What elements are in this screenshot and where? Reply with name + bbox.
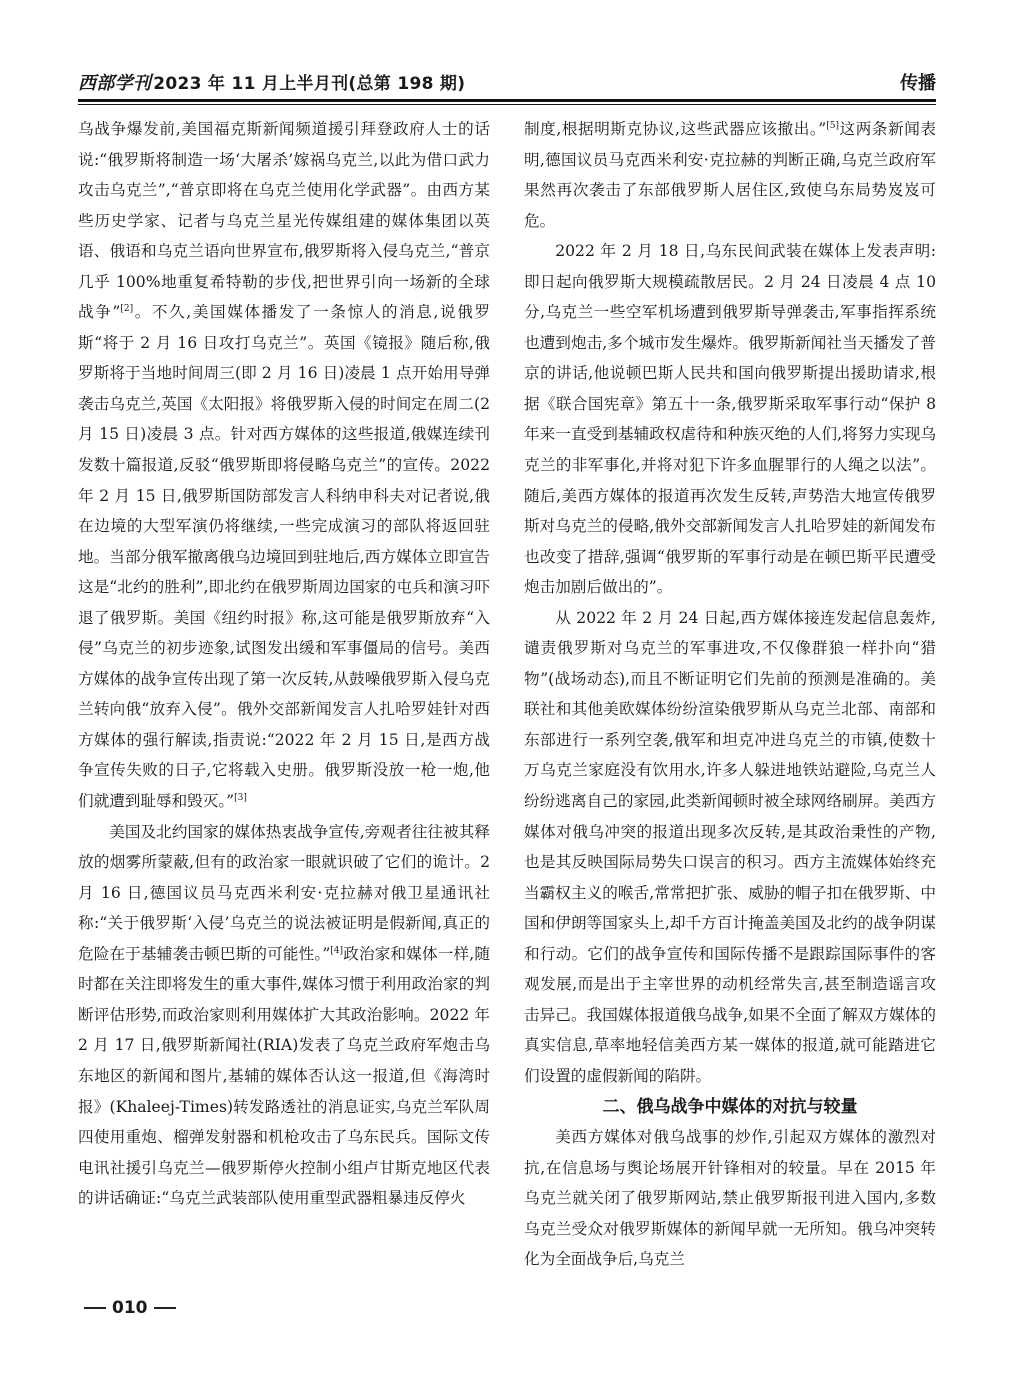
journal-logo: 西部学刊 — [78, 73, 152, 94]
section-title: 传播 — [900, 73, 936, 94]
paragraph: 乌战争爆发前,美国福克斯新闻频道援引拜登政府人士的话说:“俄罗斯将制造一场‘大屠杀’嫁祸乌克兰,以此为借口武力攻击乌克兰”,“普京即将在乌克兰使用化学武器”。由西方某些历史学家、记者与乌克兰星光传媒组建的媒体集团以英语、俄语和乌克兰语向世界宣布,俄罗斯将入侵乌克兰,“普京几乎 100%地重复希特勒的步伐,把世界引向一场新的全球战争”[2]。不久,美国媒体播发了一条惊人的消息,说俄罗斯“将于 2 月 16 日攻打乌克兰”。英国《镜报》随后称,俄罗斯将于当地时间周三(即 2 月 16 日)凌晨 1 点开始用导弹袭击乌克兰,英国《太阳报》将俄罗斯入侵的时间定在周二(2 月 15 日)凌晨 3 点。针对西方媒体的这些报道,俄媒连续刊发数十篇报道,反驳“俄罗斯即将侵略乌克兰”的宣传。2022 年 2 月 15 日,俄罗斯国防部发言人科纳申科夫对记者说,俄在边境的大型军演仍将继续,一些完成演习的部队将返回驻地。当部分俄军撤离俄乌边境回到驻地后,西方媒体立即宣告这是“北约的胜利”,即北约在俄罗斯周边国家的屯兵和演习吓退了俄罗斯。美国《纽约时报》称,这可能是俄罗斯放弃“入侵”乌克兰的初步迹象,试图发出缓和军事僵局的信号。美西方媒体的战争宣传出现了第一次反转,从鼓噪俄罗斯入侵乌克兰转向俄“放弃入侵”。俄外交部新闻发言人扎哈罗娃针对西方媒体的强行解读,指责说:“2022 年 2 月 15 日,是西方战争宣传失败的日子,它将载入史册。俄罗斯没放一枪一炮,他们就遭到耻辱和毁灭。”[3] — [78, 120, 490, 811]
right-column — [524, 114, 936, 1275]
footer-dash — [84, 1307, 106, 1309]
header-rule-thin — [78, 104, 936, 105]
page-number: 010 — [112, 1298, 148, 1318]
citation-ref: [2] — [120, 304, 134, 315]
left-column — [78, 114, 490, 1214]
issue-info: 2023 年 11 月上半月刊(总第 198 期) — [153, 74, 466, 94]
citation-ref: [3] — [234, 792, 247, 803]
citation-ref: [4] — [330, 945, 344, 956]
page-footer — [78, 1298, 182, 1326]
section-heading: 二、俄乌战争中媒体的对抗与较量 — [602, 1096, 858, 1117]
paragraph: 2022 年 2 月 18 日,乌东民间武装在媒体上发表声明:即日起向俄罗斯大规模疏散居民。2 月 24 日凌晨 4 点 10 分,乌克兰一些空军机场遭到俄罗斯导弹袭击,军事指挥系统也遭到炮击,多个城市发生爆炸。俄罗斯新闻社当天播发了普京的讲话,他说顿巴斯人民共和国向俄罗斯提出援助请求,根据《联合国宪章》第五十一条,俄罗斯采取军事行动“保护 8 年来一直受到基辅政权虐待和种族灭绝的人们,将努力实现乌克兰的非军事化,并将对犯下许多血腥罪行的人绳之以法”。随后,美西方媒体的报道再次发生反转,声势浩大地宣传俄罗斯对乌克兰的侵略,俄外交部新闻发言人扎哈罗娃的新闻发布也改变了措辞,强调“俄罗斯的军事行动是在顿巴斯平民遭受炮击加剧后做出的”。 — [524, 242, 936, 597]
journal-issue — [78, 72, 465, 96]
paragraph: 从 2022 年 2 月 24 日起,西方媒体接连发起信息轰炸,谴责俄罗斯对乌克兰的军事进攻,不仅像群狼一样扑向“猎物”(战场动态),而且不断证明它们先前的预测是准确的。美联社和其他美欧媒体纷纷渲染俄罗斯从乌克兰北部、南部和东部进行一系列空袭,俄军和坦克冲进乌克兰的市镇,使数十万乌克兰家庭没有饮用水,许多人躲进地铁站避险,乌克兰人纷纷逃离自己的家园,此类新闻顿时被全球网络刷屏。美西方媒体对俄乌冲突的报道出现多次反转,是其政治秉性的产物,也是其反映国际局势失口误言的积习。西方主流媒体始终充当霸权主义的喉舌,常常把扩张、威胁的帽子扣在俄罗斯、中国和伊朗等国家头上,却千方百计掩盖美国及北约的战争阴谋和行动。它们的战争宣传和国际传播不是跟踪国际事件的客观发展,而是出于主宰世界的动机经常失言,甚至制造谣言攻击异己。我国媒体报道俄乌战争,如果不全面了解双方媒体的真实信息,草率地轻信美西方某一媒体的报道,就可能踏进它们设置的虚假新闻的陷阱。 — [524, 608, 936, 1085]
paragraph: 美西方媒体对俄乌战事的炒作,引起双方媒体的激烈对抗,在信息场与舆论场展开针锋相对的较量。早在 2015 年乌克兰就关闭了俄罗斯网站,禁止俄罗斯报刊进入国内,多数乌克兰受众对俄罗斯媒体的新闻早就一无所知。俄乌冲突转化为全面战争后,乌克兰 — [524, 1128, 936, 1269]
header-rule-thick — [78, 99, 936, 102]
footer-dash — [154, 1307, 176, 1309]
paragraph: 制度,根据明斯克协议,这些武器应该撤出。”[5]这两条新闻表明,德国议员马克西米利安·克拉赫的判断正确,乌克兰政府军果然再次袭击了东部俄罗斯人居住区,致使乌东局势岌岌可危。 — [524, 120, 936, 230]
citation-ref: [5] — [826, 120, 839, 131]
paragraph: 美国及北约国家的媒体热衷战争宣传,旁观者往往被其释放的烟雾所蒙蔽,但有的政治家一眼就识破了它们的诡计。2 月 16 日,德国议员马克西米利安·克拉赫对俄卫星通讯社称:“关于俄罗斯‘入侵’乌克兰的说法被证明是假新闻,真正的危险在于基辅袭击顿巴斯的可能性。”[4]政治家和媒体一样,随时都在关注即将发生的重大事件,媒体习惯于利用政治家的判断评估形势,而政治家则利用媒体扩大其政治影响。2022 年 2 月 17 日,俄罗斯新闻社(RIA)发表了乌克兰政府军炮击乌东地区的新闻和图片,基辅的媒体否认这一报道,但《海湾时报》(Khaleej-Times)转发路透社的消息证实,乌克兰军队周四使用重炮、榴弹发射器和机枪攻击了乌东民兵。国际文传电讯社援引乌克兰—俄罗斯停火控制小组卢甘斯克地区代表的讲话确证:“乌克兰武装部队使用重型武器粗暴违反停火 — [78, 822, 490, 1208]
running-header — [78, 72, 936, 102]
